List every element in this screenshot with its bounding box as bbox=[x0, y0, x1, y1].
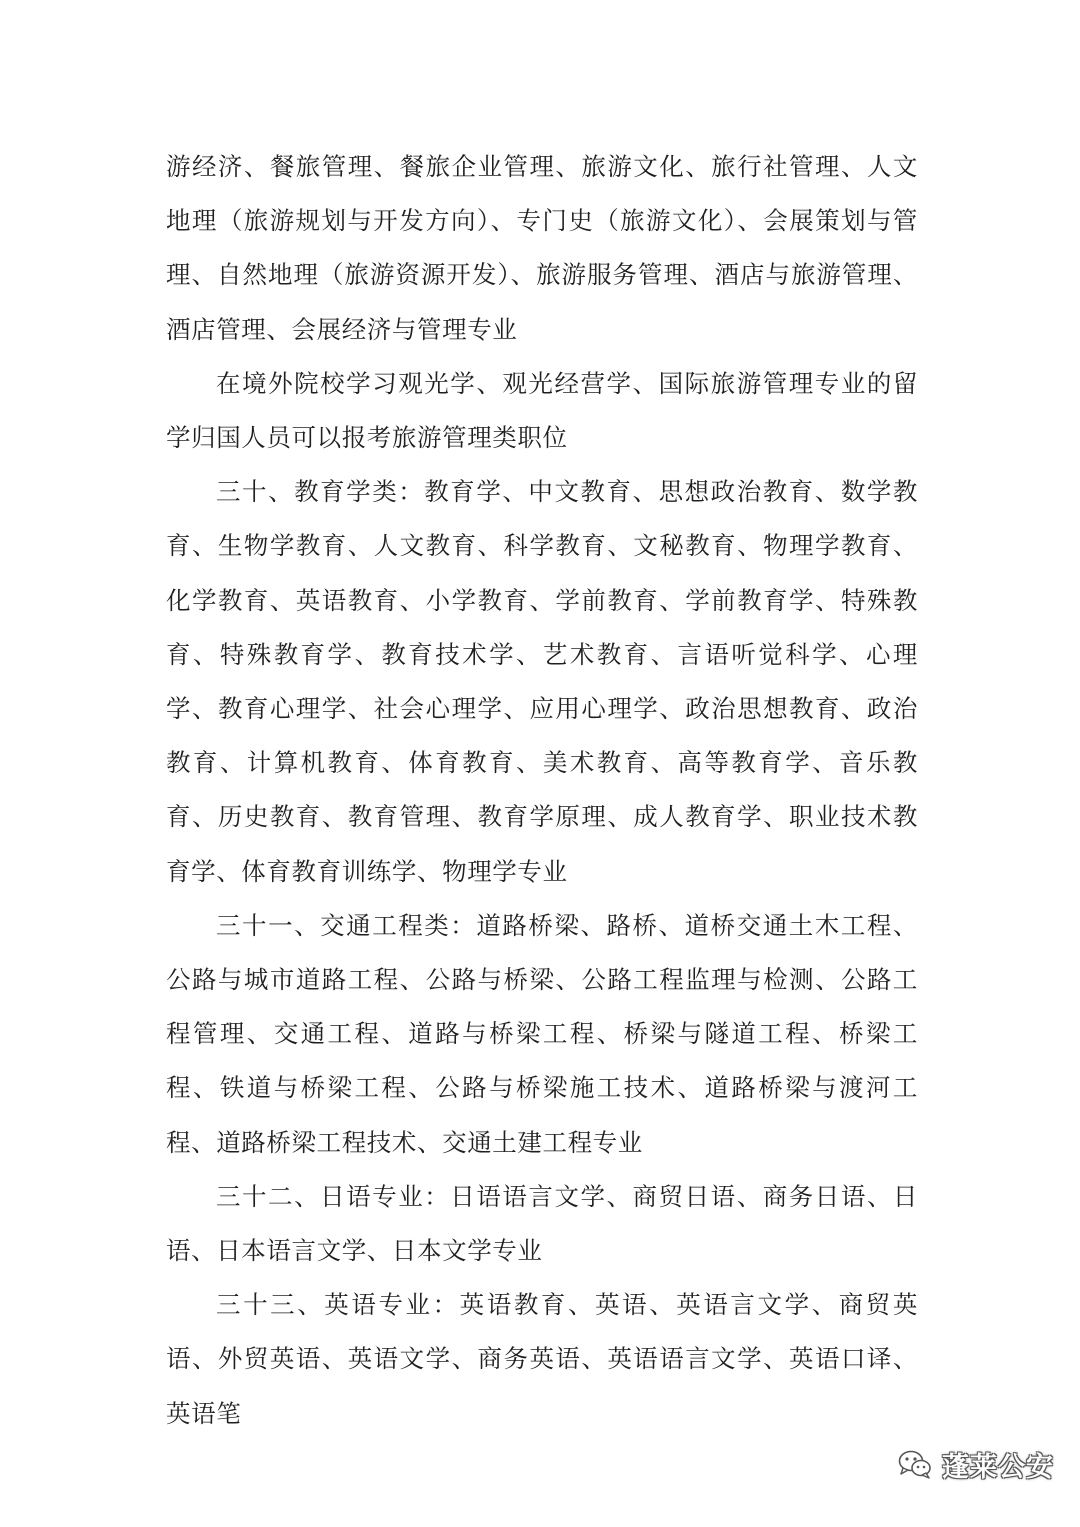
wechat-icon bbox=[898, 1449, 932, 1479]
watermark-text: 蓬莱公安 bbox=[942, 1451, 1054, 1483]
document-body bbox=[166, 140, 918, 1441]
paragraph-overseas-returnees: 在境外院校学习观光学、观光经营学、国际旅游管理专业的留学归国人员可以报考旅游管理类职位 bbox=[166, 368, 918, 453]
paragraph-english: 三十三、英语专业：英语教育、英语、英语言文学、商贸英语、外贸英语、英语文学、商务英语、英语语言文学、英语口译、英语笔 bbox=[166, 1290, 918, 1428]
paragraph-tourism-continued: 游经济、餐旅管理、餐旅企业管理、旅游文化、旅行社管理、人文地理（旅游规划与开发方向）、专门史（旅游文化）、会展策划与管理、自然地理（旅游资源开发）、旅游服务管理、酒店与旅游管理、酒店管理、会展经济与管理专业 bbox=[166, 152, 918, 344]
paragraph-japanese: 三十二、日语专业：日语语言文学、商贸日语、商务日语、日语、日本语言文学、日本文学专业 bbox=[166, 1181, 918, 1266]
account-watermark bbox=[898, 1440, 1054, 1488]
paragraph-traffic-engineering: 三十一、交通工程类：道路桥梁、路桥、道桥交通土木工程、公路与城市道路工程、公路与桥梁、公路工程监理与检测、公路工程管理、交通工程、道路与桥梁工程、桥梁与隧道工程、桥梁工程、铁道与桥梁工程、公路与桥梁施工技术、道路桥梁与渡河工程、道路桥梁工程技术、交通土建工程专业 bbox=[166, 910, 918, 1157]
paragraph-education: 三十、教育学类：教育学、中文教育、思想政治教育、数学教育、生物学教育、人文教育、科学教育、文秘教育、物理学教育、化学教育、英语教育、小学教育、学前教育、学前教育学、特殊教育、特殊教育学、教育技术学、艺术教育、言语听觉科学、心理学、教育心理学、社会心理学、应用心理学、政治思想教育、政治教育、计算机教育、体育教育、美术教育、高等教育学、音乐教育、历史教育、教育管理、教育学原理、成人教育学、职业技术教育学、体育教育训练学、物理学专业 bbox=[166, 477, 918, 886]
